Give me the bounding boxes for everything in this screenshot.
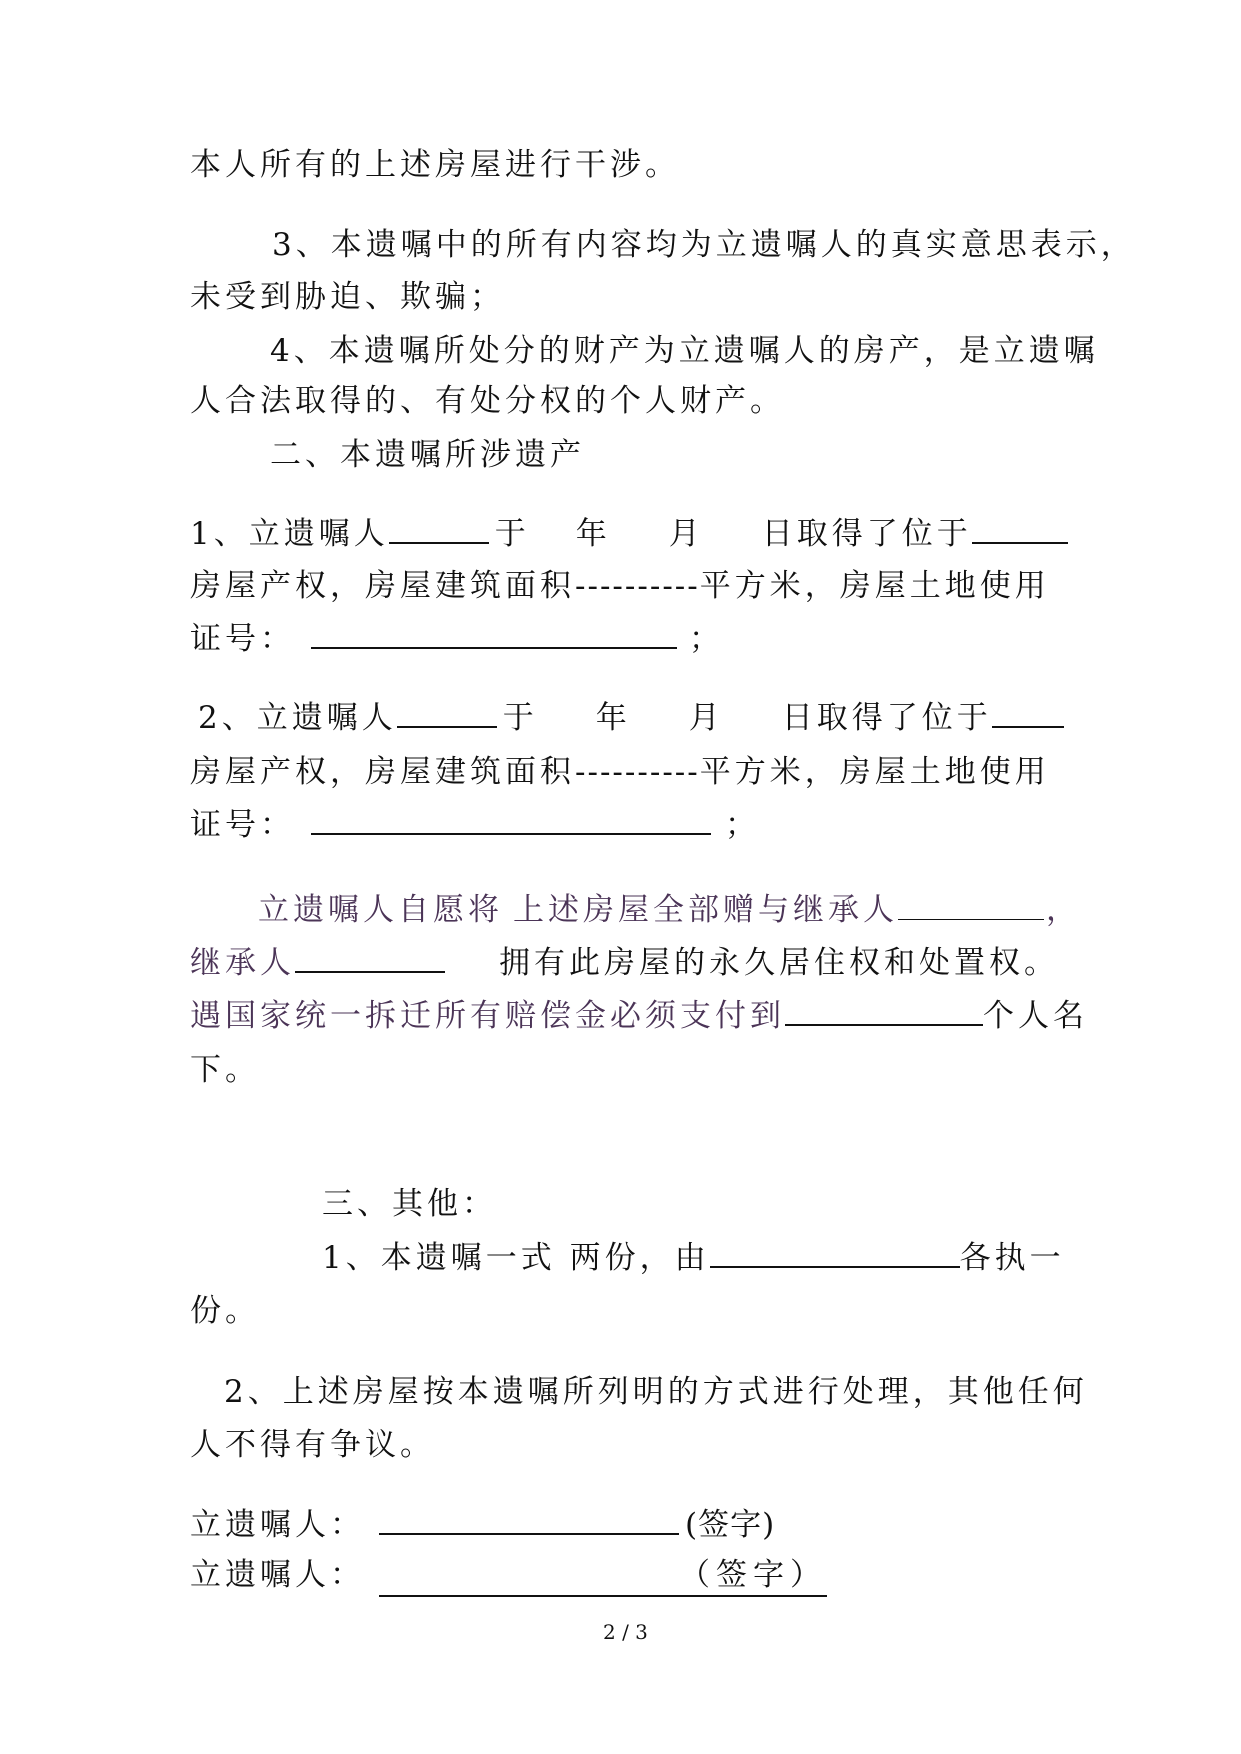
- other-p1-line1: [322, 1238, 1065, 1278]
- location-blank: [992, 700, 1064, 728]
- item2-yu: 于: [502, 700, 538, 736]
- area-blank: ----------: [575, 568, 700, 604]
- other-p2-line1: 2、上述房屋按本遗嘱所列明的方式进行处理，其他任何: [224, 1374, 1088, 1410]
- heir-name-blank: [898, 893, 1044, 920]
- item1-line3: [190, 619, 724, 659]
- item1-line2: [190, 566, 1050, 606]
- text-line: 人合法取得的、有处分权的个人财产。: [190, 383, 785, 419]
- gift-line4: 下。: [190, 1052, 260, 1088]
- item2-prefix: 2、立遗嘱人: [198, 700, 397, 736]
- item2-month: 月: [688, 700, 724, 736]
- item1-area-label: 房屋产权，房屋建筑面积: [190, 568, 575, 604]
- signature-blank: [379, 1507, 679, 1535]
- item2-year: 年: [595, 700, 631, 736]
- item1-cert-label: 证号：: [190, 621, 295, 657]
- signature-line: [190, 1505, 775, 1545]
- gift-line3: [190, 996, 1088, 1036]
- testator-name-blank: [397, 700, 497, 728]
- item1-line1: [190, 514, 1068, 554]
- item1-area-unit: 平方米，房屋土地使用: [699, 568, 1050, 604]
- signature-note: （签字）: [679, 1557, 827, 1593]
- item2-end: ；: [725, 807, 760, 843]
- item2-area-unit: 平方米，房屋土地使用: [699, 754, 1050, 790]
- cert-number-blank: [311, 621, 677, 649]
- item2-line1: [198, 698, 1064, 738]
- item2-day-text: 日取得了位于: [781, 700, 992, 736]
- other-text: 各执一: [959, 1240, 1065, 1276]
- gift-text: 上述房屋全部赠与继承人: [513, 892, 898, 928]
- signature-label: 立遗嘱人：: [190, 1557, 365, 1593]
- item1-end: ；: [689, 621, 724, 657]
- gift-text: 拥有此房屋的永久居住权和处置权。: [499, 945, 1059, 981]
- heir-name-blank: [295, 945, 445, 973]
- gift-line2: [190, 943, 1059, 983]
- location-blank: [972, 516, 1068, 544]
- item2-area-label: 房屋产权，房屋建筑面积: [190, 754, 575, 790]
- gift-text: 立遗嘱人自愿将: [258, 892, 503, 928]
- signature-line: [190, 1555, 827, 1597]
- signature-blank: [379, 1555, 827, 1597]
- text-line: 3、本遗嘱中的所有内容均为立遗嘱人的真实意思表示，: [272, 227, 1136, 263]
- gift-text: 遇国家统一拆迁所有赔偿金必须支付到: [190, 998, 785, 1034]
- item1-yu: 于: [494, 516, 530, 552]
- gift-line1: [258, 890, 1081, 930]
- item1-day-text: 日取得了位于: [761, 516, 972, 552]
- other-text: 1、本遗嘱一式 两份，由: [322, 1240, 710, 1276]
- section-heading: 二、本遗嘱所涉遗产: [270, 437, 585, 473]
- cert-number-blank: [311, 807, 711, 835]
- item2-line2: [190, 752, 1050, 792]
- item2-cert-label: 证号：: [190, 807, 295, 843]
- item2-line3: [190, 805, 760, 845]
- gift-text: ，: [1046, 892, 1081, 928]
- item1-prefix: 1、立遗嘱人: [190, 516, 389, 552]
- signature-note: (签字): [685, 1507, 776, 1543]
- area-blank: ----------: [575, 754, 700, 790]
- gift-text: 继承人: [190, 945, 295, 981]
- testator-name-blank: [389, 516, 489, 544]
- gift-text: 个人名: [983, 998, 1088, 1034]
- other-p2-line2: 人不得有争议。: [190, 1427, 435, 1463]
- item1-month: 月: [668, 516, 704, 552]
- item1-year: 年: [575, 516, 611, 552]
- page-number: 2 / 3: [603, 1620, 648, 1644]
- text-line: 未受到胁迫、欺骗；: [190, 279, 505, 315]
- other-p1-line2: 份。: [190, 1293, 260, 1329]
- payee-name-blank: [785, 998, 983, 1026]
- signature-label: 立遗嘱人：: [190, 1507, 365, 1543]
- section-heading: 三、其他：: [322, 1186, 497, 1222]
- text-line: 本人所有的上述房屋进行干涉。: [190, 147, 680, 183]
- text-line: 4、本遗嘱所处分的财产为立遗嘱人的房产，是立遗嘱: [270, 333, 1099, 369]
- holders-blank: [710, 1240, 960, 1268]
